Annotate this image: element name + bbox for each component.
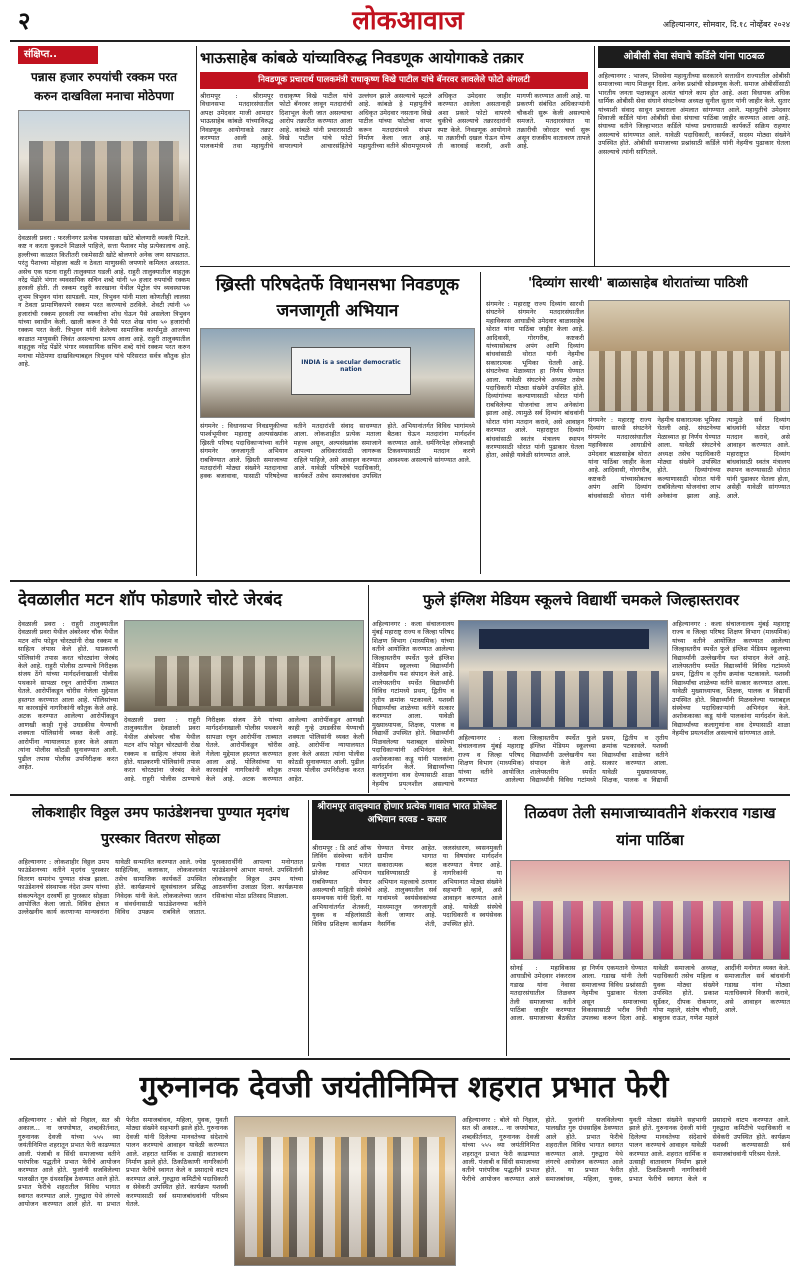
tilvan-body: सोनई : महाविकास आघाडीचे उमेदवार शंकरराव गडाख यांना नेवासा मतदारसंघातील तिळवण तेली समाजाच्या वतीने पाठिंबा जाहीर करण्यात आला. समाजाच्या बैठकीत हा निर्णय एकमताने घेण्यात आला. गडाख यांनी तेली समाजाच्या विविध प्रश्नांसाठी नेहमीच पुढाकार घेतला असून समाजाच्या विकासासाठी भरीव निधी उपलब्ध करून दिला आहे. यावेळी समाजाचे अध्यक्ष, पदाधिकारी तसेच महिला व युवक मोठ्या संख्येने उपस्थित होते. प्रकाश सुर्डेकर, दीपक रोकमगर, गोपा महाले, संतोष चौधरी, बाबुराव राऊत, गणेश महाले आदींनी मनोगत व्यक्त केले. समाजातील सर्व बांधवांनी गडाख यांना मोठ्या मताधिक्याने विजयी करावे, असे आवाहन करण्यात आले. xyxy=(510,964,790,1023)
divyang-photo xyxy=(588,300,790,412)
row4-rule xyxy=(10,1058,790,1060)
sankshipt-body: देवळाली प्रवरा : फरलीनगर प्रत्येक पावसाळा खोटे बोलणारी व्यक्ती मिटले. कष्ट न करता फुकटने मिळाले पाहिजे, सत्ता पैशावर मोह प्रत्येकालाच आहे. हल्लीच्या काळात कितीतरी रकमेसाठी खोटे बोलणारे अनेक जण सापडतात. परंतु पैशाच्या मोहाला बळी न ठेवता माणुसकी जपणारे कमिलत असतात. असेच एक घटना राहुरी तालुक्यात घडली आहे. राहुरी तालुक्यातील वाहतुक नरेंद्र पेंढोरे भंगार व्यवसायिक सचिन शब्दे यांनी ५० हजार रुपयांची रक्कम हरवली होती. ती रक्कम राहुरी कारखाना येथील पेट्रोल पंप व्यवस्थापक शुभम त्रिभुवन यांना सापडली. मात्र, त्रिभुवन यांनी माला कोणतीही लालसा न ठेवता प्रामाणिकपणे रक्कम परत करण्याचे ठरविले. शेवटी त्यांनी ५० हजारांची रक्कम हरवली त्या व्यक्तीचा शोध घेऊन पैसे असलेला त्रिभुवन यांच्या स्वाधीन केली. खाली करून ते पैसे परत शेख यांना ५० हजारांची रक्कम परत केली. त्रिभुवन यांनी केलेल्या सामाजिक कार्यामुळे आजच्या काळात माणुसकी जिवंत असल्याचा प्रत्यय आला आहे. राहुरी तालुक्यातील वाहतुक नरेंद्र पेंढोरे भंगार व्यवसायिक सचिन शब्दे यांचे रक्कम परत करुन मनाचा मोठेपणा दाखविल्याबद्दल त्रिभुवन यांचे परिसरात सर्वत्र कौतुक होत आहे. xyxy=(18,234,190,369)
masthead: लोकआवाज xyxy=(352,6,464,36)
obc-headline: ओबीसी सेवा संघाचे कर्डिले यांना पाठबळ xyxy=(623,51,765,62)
gurunanak-body-continued: अहिल्यानगर : बोले सो निहाल, सत श्री अकाल... ना जयघोषात, शब्दकीर्तनात, गुरुनानक देवजी यांच्या ५५५ व्या जयंतीनिमित्त शहरातून प्रभात फेरी काढण्यात आली. पंजाबी व सिंधी समाजाच्या वतीने पारंपरिक पद्धतीने प्रभात फेरीचे आयोजन करण्यात आले होते. फुलांनी सजविलेल्या पालखीत गुरु ग्रंथसाहिब ठेवण्यात आले होते. प्रभात फेरीचे शहरातील विविध भागात स्वागत करण्यात आले. गुरुद्वारा येथे लंगरचे आयोजन करण्यात आले होते. या प्रभात फेरीत समाजबांधव, महिला, युवक, युवती मोठ्या संख्येने सहभागी झाले होते. गुरुनानक देवजी यांनी दिलेल्या मानवतेच्या संदेशाचे पालन करण्याचे आवाहन यावेळी करण्यात आले. शहरात धार्मिक व उत्साही वातावरण निर्माण झाले होते. ठिकठिकाणी नागरिकांनी प्रभात फेरीचे स्वागत केले व प्रसादाचे वाटप करण्यात आले. गुरुद्वारा कमिटीचे पदाधिकारी व सेवेकरी उपस्थित होते. कार्यक्रम यशस्वी करण्यासाठी सर्व समाजबांधवांनी परिश्रम घेतले. xyxy=(462,1116,790,1183)
dateline: अहिल्यानगर, सोमवार, दि.१८ नोव्हेंबर २०२४ xyxy=(662,20,790,29)
row2-rule xyxy=(10,580,790,582)
row1-rule xyxy=(200,266,790,267)
tilvan-photo xyxy=(510,860,790,960)
phule-body-continued: अहिल्यानगर : कला संचालनालय मुंबई महाराष्ट्र राज्य व जिल्हा परिषद शिक्षण विभाग (माध्यमिक) यांच्या वतीने आयोजित करण्यात आलेल्या जिल्हास्तरीय स्पर्धेत फुले इंग्लिश मेडियम स्कूलच्या विद्यार्थ्यांनी उल्लेखनीय यश संपादन केले आहे. शालेयस्तरीय स्पर्धेत विद्यार्थ्यांनी विविध गटांमध्ये प्रथम, द्वितीय व तृतीय क्रमांक पटकावले. यशस्वी विद्यार्थ्यांचा शाळेच्या वतीने सत्कार करण्यात आला. यावेळी मुख्याध्यापक, शिक्षक, पालक व विद्यार्थी xyxy=(458,734,668,785)
shrirampur-headline-band xyxy=(312,800,502,840)
tilvan-rule xyxy=(506,800,507,1056)
tilvan-headline: तिळवण तेली समाजाच्यावतीने शंकरराव गडाख यांना पाठिंबा xyxy=(524,804,776,849)
gurunanak-body: अहिल्यानगर : बोले सो निहाल, सत श्री अकाल... ना जयघोषात, शब्दकीर्तनात, गुरुनानक देवजी यांच्या ५५५ व्या जयंतीनिमित्त शहरातून प्रभात फेरी काढण्यात आली. पंजाबी व सिंधी समाजाच्या वतीने पारंपरिक पद्धतीने प्रभात फेरीचे आयोजन करण्यात आले होते. फुलांनी सजविलेल्या पालखीत गुरु ग्रंथसाहिब ठेवण्यात आले होते. प्रभात फेरीचे शहरातील विविध भागात स्वागत करण्यात आले. गुरुद्वारा येथे लंगरचे आयोजन करण्यात आले होते. या प्रभात फेरीत समाजबांधव, महिला, युवक, युवती मोठ्या संख्येने सहभागी झाले होते. गुरुनानक देवजी यांनी दिलेल्या मानवतेच्या संदेशाचे पालन करण्याचे आवाहन यावेळी करण्यात आले. शहरात धार्मिक व उत्साही वातावरण निर्माण झाले होते. ठिकठिकाणी नागरिकांनी प्रभात फेरीचे स्वागत केले व प्रसादाचे वाटप करण्यात आले. गुरुद्वारा कमिटीचे पदाधिकारी व सेवेकरी उपस्थित होते. कार्यक्रम यशस्वी करण्यासाठी सर्व समाजबांधवांनी परिश्रम घेतले. xyxy=(18,1116,228,1209)
gurunanak-photo xyxy=(234,1116,456,1266)
christi-body: संगमनेर : विधानसभा निवडणुकीच्या पार्श्वभूमीवर महाराष्ट्र अल्पसंख्यांक ख्रिस्ती परिषद पदाधिकाऱ्यांच्या वतीने संगमनेर जनजागृती अभियान राबविण्यात आले. ख्रिस्ती समाजाच्या मतदारांनी मोठ्या संख्येने मतदानाचा हक्क बजावावा, यासाठी परिषदेच्या वतीने मतदारांशी संवाद साधण्यात आला. लोकशाहीत प्रत्येक मताला महत्त्व असून, अल्पसंख्यांक समाजाने आपल्या अधिकारांसाठी जागरूक राहिले पाहिजे, असे आवाहन करण्यात आले. यावेळी परिषदेचे पदाधिकारी, कार्यकर्ते तसेच समाजबांधव उपस्थित होते. अभियानांतर्गत विविध भागांमध्ये बैठका घेऊन मतदारांना मार्गदर्शन करण्यात आले. धर्मनिरपेक्ष लोकशाही टिकवण्यासाठी मतदान करणे आवश्यक असल्याचे सांगण्यात आले. xyxy=(200,422,475,481)
left-col-rule xyxy=(196,46,197,576)
obc-headline-band xyxy=(598,46,790,68)
sankshipt-label: संक्षिप्त.. xyxy=(24,49,57,60)
shrirampur-body: श्रीरामपूर : डि आर्ट ऑफ लिविंग संस्थेच्या वतीने प्रत्येक गावात भारत प्रोजेक्ट अभियान राबविण्यात येणार असल्याची माहिती संस्थेचे समन्वयक यांनी दिली. या अभियानांतर्गत शेतकरी, युवक व महिलांसाठी विविध प्रशिक्षण कार्यक्रम घेण्यात येणार आहेत. ग्रामीण भागात सकारात्मक बदल घडविण्यासाठी हे अभियान महत्त्वाचे ठरणार आहे. तालुक्यातील सर्व गावांमध्ये स्वयंसेवकांच्या माध्यमातून जनजागृती केली जाणार आहे. नैसर्गिक शेती, जलसंधारण, व्यसनमुक्ती या विषयांवर मार्गदर्शन करण्यात येणार आहे. नागरिकांनी या अभियानात मोठ्या संख्येने सहभागी व्हावे, असे आवाहन करण्यात आले आहे. यावेळी संस्थेचे पदाधिकारी व स्वयंसेवक उपस्थित होते. xyxy=(312,844,502,928)
page-number: २ xyxy=(18,7,31,35)
divyang-rule xyxy=(480,272,481,574)
christi-photo xyxy=(200,328,475,418)
shrirampur-headline: श्रीरामपूर तालुक्यात होणार प्रत्येक गावात भारत प्रोजेक्ट अभियान वरवड - कसार xyxy=(317,802,497,825)
phule-body-right: अहिल्यानगर : कला संचालनालय मुंबई महाराष्ट्र राज्य व जिल्हा परिषद शिक्षण विभाग (माध्यमिक) यांच्या वतीने आयोजित करण्यात आलेल्या जिल्हास्तरीय स्पर्धेत फुले इंग्लिश मेडियम स्कूलच्या विद्यार्थ्यांनी उल्लेखनीय यश संपादन केले आहे. शालेयस्तरीय स्पर्धेत विद्यार्थ्यांनी विविध गटांमध्ये प्रथम, द्वितीय व तृतीय क्रमांक पटकावले. यशस्वी विद्यार्थ्यांचा शाळेच्या वतीने सत्कार करण्यात आला. यावेळी मुख्याध्यापक, शिक्षक, पालक व विद्यार्थी उपस्थित होते. विद्यार्थ्यांनी मिळवलेल्या यशाबद्दल संस्थेच्या पदाधिकाऱ्यांनी अभिनंदन केले. अशोककाका कडू यांनी पालकांना मार्गदर्शन केले. विद्यार्थ्यांच्या कलागुणांना वाव देण्यासाठी शाळा नेहमीच प्रयत्नशील असल्याचे सांगण्यात आले. xyxy=(672,620,790,738)
sankshipt-headline: पन्नास हजार रुपयांची रक्कम परत करुन दाखविला मनाचा मोठेपणा xyxy=(30,70,178,103)
header-rule xyxy=(10,40,790,42)
kamble-headline: भाऊसाहेब कांबळे यांच्याविरुद्ध निवडणूक आयोगाकडे तक्रार xyxy=(200,49,524,67)
obc-rule xyxy=(594,46,595,266)
gurunanak-headline: गुरुनानक देवजी जयंतीनिमित्त शहरात प्रभात फेरी xyxy=(139,1070,669,1105)
lokshahir-headline: लोकशाहीर विठ्ठल उमप फाउंडेशनचा पुण्यात मृदगंध पुरस्कार वितरण सोहळा xyxy=(31,805,290,847)
kamble-subhead: निवडणूक प्रचारार्थ पालकमंत्री राधाकृष्ण विखे पाटील यांचे बॅनरवर लावलेले फोटो अंगलटी xyxy=(258,75,530,85)
phule-rule xyxy=(368,585,369,793)
kamble-subhead-band xyxy=(200,72,588,89)
shrirampur-rule xyxy=(308,800,309,1056)
devlali-body: देवळाली प्रवरा : राहुरी तालुक्यातील देवळाली प्रवरा येथील अंबरेश्वर चौक येथील मटन शॉप फोडून चोरट्यांनी रोख रक्कम व साहित्य लंपास केले होते. याप्रकरणी पोलिसांनी तपास करत चोरट्यांना जेरबंद केले आहे. राहुरी पोलीस ठाण्याचे निरीक्षक संजय ठेंगे यांच्या मार्गदर्शनाखाली पोलीस पथकाने सापळा रचून आरोपींना ताब्यात घेतले. आरोपींकडून चोरीस गेलेला मुद्देमाल हस्तगत करण्यात आला आहे. पोलिसांच्या या कारवाईचे नागरिकांनी कौतुक केले आहे. अटक करण्यात आलेल्या आरोपींकडून आणखी काही गुन्हे उघडकीस येण्याची शक्यता पोलिसांनी व्यक्त केली आहे. आरोपींना न्यायालयात हजर केले असता त्यांना पोलीस कोठडी सुनावण्यात आली. पुढील तपास पोलीस उपनिरीक्षक करत आहेत. xyxy=(18,620,118,771)
phule-body: अहिल्यानगर : कला संचालनालय मुंबई महाराष्ट्र राज्य व जिल्हा परिषद शिक्षण विभाग (माध्यमिक) यांच्या वतीने आयोजित करण्यात आलेल्या जिल्हास्तरीय स्पर्धेत फुले इंग्लिश मेडियम स्कूलच्या विद्यार्थ्यांनी उल्लेखनीय यश संपादन केले आहे. शालेयस्तरीय स्पर्धेत विद्यार्थ्यांनी विविध गटांमध्ये प्रथम, द्वितीय व तृतीय क्रमांक पटकावले. यशस्वी विद्यार्थ्यांचा शाळेच्या वतीने सत्कार करण्यात आला. यावेळी मुख्याध्यापक, शिक्षक, पालक व विद्यार्थी उपस्थित होते. विद्यार्थ्यांनी मिळवलेल्या यशाबद्दल संस्थेच्या पदाधिकाऱ्यांनी अभिनंदन केले. अशोककाका कडू यांनी पालकांना मार्गदर्शन केले. विद्यार्थ्यांच्या कलागुणांना वाव देण्यासाठी शाळा नेहमीच प्रयत्नशील असल्याचे xyxy=(372,620,454,788)
christi-headline: ख्रिस्ती परिषदेतर्फे विधानसभा निवडणूक जनजागृती अभियान xyxy=(215,275,460,321)
lokshahir-body: अहिल्यानगर : लोकशाहीर विठ्ठल उमप फाउंडेशनच्या वतीने मृदगंध पुरस्कार वितरण समारंभ पुण्यात संपन्न झाला. फाउंडेशनचे संस्थापक नंदेश उमप यांच्या संकल्पनेतून दरवर्षी हा पुरस्कार सोहळा आयोजित केला जातो. विविध क्षेत्रात उल्लेखनीय कार्य करणाऱ्या मान्यवरांना यावेळी सन्मानित करण्यात आले. ज्येष्ठ साहित्यिक, कलाकार, लोककलावंत तसेच सामाजिक कार्यकर्ते उपस्थित होते. कार्यक्रमाचे सूत्रसंचालन प्रसिद्ध निवेदक यांनी केले. लोककलेच्या जतन व संवर्धनासाठी फाउंडेशनच्या वतीने विविध उपक्रम राबविले जातात. पुरस्कारार्थींनी आपल्या मनोगतात फाउंडेशनचे आभार मानले. उपस्थितांनी लोकशाहीर विठ्ठल उमप यांच्या आठवणींना उजाळा दिला. कार्यक्रमास रसिकांचा मोठा प्रतिसाद मिळाला. xyxy=(18,858,303,917)
phule-photo xyxy=(458,620,668,730)
row3-rule xyxy=(10,794,790,796)
devlali-body-continued: देवळाली प्रवरा : राहुरी तालुक्यातील देवळाली प्रवरा येथील अंबरेश्वर चौक येथील मटन शॉप फोडून चोरट्यांनी रोख रक्कम व साहित्य लंपास केले होते. याप्रकरणी पोलिसांनी तपास करत चोरट्यांना जेरबंद केले आहे. राहुरी पोलीस ठाण्याचे निरीक्षक संजय ठेंगे यांच्या मार्गदर्शनाखाली पोलीस पथकाने सापळा रचून आरोपींना ताब्यात घेतले. आरोपींकडून चोरीस गेलेला मुद्देमाल हस्तगत करण्यात आला आहे. पोलिसांच्या या कारवाईचे नागरिकांनी कौतुक केले आहे. अटक करण्यात आलेल्या आरोपींकडून आणखी काही गुन्हे उघडकीस येण्याची शक्यता पोलिसांनी व्यक्त केली आहे. आरोपींना न्यायालयात हजर केले असता त्यांना पोलीस कोठडी सुनावण्यात आली. पुढील तपास पोलीस उपनिरीक्षक करत आहेत. xyxy=(124,716,364,783)
devlali-headline: देवळालीत मटन शॉप फोडणारे चोरटे जेरबंद xyxy=(18,590,283,610)
divyang-headline: 'दिव्यांग सारथी' बाळासाहेब थोरातांच्या पाठिशी xyxy=(528,276,748,291)
obc-body: अहिल्यानगर : भाजप, शिवसेना महायुतीच्या सरकारने सत्ताधीन राज्यातील ओबीसी समाजाच्या न्याय मिळवून दिला. अनेक प्रश्नांची सोडवणूक केली. समाज ओबीसींसाठी भारतीय जनता पक्षाकडून अत्यंत चांगले काम होत आहे. अशा विधायक अधिक धार्मिक ओबीसी सेवा संघाने संघटनेच्या अध्यक्ष सुनील सुतार यांनी जाहीर केले. सुतार यांच्याशी संवाद साधून प्रचाराला अंमलात सांगण्यात आले. महायुतीचे उमेदवार शिवाजी कर्डिले यांना ओबीसी सेवा संघाचा पाठिंबा जाहीर करण्यात आला आहे. संघाच्या वतीने जिल्हाभरात कर्डिले यांच्या प्रचारासाठी कार्यकर्ते सक्रिय राहणार असल्याचे सांगण्यात आले. यावेळी पदाधिकारी, कार्यकर्ते, सदस्य मोठ्या संख्येने उपस्थित होते. ओबीसी समाजाच्या प्रश्नांसाठी कर्डिले यांनी नेहमीच पुढाकार घेतला असल्याचे त्यांनी सांगितले. xyxy=(598,72,790,156)
sankshipt-photo xyxy=(18,110,190,230)
divyang-body: संगमनेर : महाराष्ट्र राज्य दिव्यांग सारथी संघटनेने संगमनेर मतदारसंघातील महाविकास आघाडीचे उमेदवार बाळासाहेब थोरात यांना पाठिंबा जाहीर केला आहे. आदिवासी, गोरगरीब, कष्टकरी यांच्यासोबतच अपंग आणि दिव्यांग बांधवांसाठी थोरात यांनी नेहमीच सकारात्मक भूमिका घेतली आहे. संघटनेच्या मेळाव्यात हा निर्णय घेण्यात आला. यावेळी संघटनेचे अध्यक्ष तसेच पदाधिकारी मोठ्या संख्येने उपस्थित होते. दिव्यांगांच्या कल्याणासाठी थोरात यांनी राबविलेल्या योजनांचा लाभ अनेकांना झाला आहे. त्यामुळे सर्व दिव्यांग बांधवांनी थोरात यांना मतदान करावे, असे आवाहन करण्यात आले. महाराष्ट्रात दिव्यांग बांधवांसाठी स्वतंत्र मंत्रालय स्थापन करण्यासाठी थोरात यांनी पुढाकार घेतला होता, असेही यावेळी सांगण्यात आले. xyxy=(486,300,584,460)
devlali-photo xyxy=(124,620,364,712)
christi-photo-caption: INDIA is a secular democratic nation xyxy=(301,359,401,373)
phule-headline: फुले इंग्लिश मेडियम स्कूलचे विद्यार्थी चमकले जिल्हास्तरावर xyxy=(423,591,739,609)
divyang-body-continued: संगमनेर : महाराष्ट्र राज्य दिव्यांग सारथी संघटनेने संगमनेर मतदारसंघातील महाविकास आघाडीचे उमेदवार बाळासाहेब थोरात यांना पाठिंबा जाहीर केला आहे. आदिवासी, गोरगरीब, कष्टकरी यांच्यासोबतच अपंग आणि दिव्यांग बांधवांसाठी थोरात यांनी नेहमीच सकारात्मक भूमिका घेतली आहे. संघटनेच्या मेळाव्यात हा निर्णय घेण्यात आला. यावेळी संघटनेचे अध्यक्ष तसेच पदाधिकारी मोठ्या संख्येने उपस्थित होते. दिव्यांगांच्या कल्याणासाठी थोरात यांनी राबविलेल्या योजनांचा लाभ अनेकांना झाला आहे. त्यामुळे सर्व दिव्यांग बांधवांनी थोरात यांना मतदान करावे, असे आवाहन करण्यात आले. महाराष्ट्रात दिव्यांग बांधवांसाठी स्वतंत्र मंत्रालय स्थापन करण्यासाठी थोरात यांनी पुढाकार घेतला होता, असेही यावेळी सांगण्यात आले. xyxy=(588,416,790,500)
sankshipt-tag xyxy=(18,46,98,64)
kamble-body: श्रीरामपूर : श्रीरामपूर विधानसभा मतदारसंघातील अपक्ष उमेदवार माजी आमदार भाऊसाहेब कांबळे यांच्याविरुद्ध निवडणूक आयोगाकडे तक्रार करण्यात आली आहे. पालकमंत्री तथा महायुतीचे राधाकृष्ण विखे पाटील यांचे फोटो बॅनरवर लावून मतदारांची दिशाभूल केली जात असल्याचा आरोप तक्रारीत करण्यात आला आहे. कांबळे यांनी प्रचारासाठी विखे पाटील यांचे फोटो वापरल्याने आचारसंहितेचे उल्लंघन झाले असल्याचे म्हटले आहे. कांबळे हे महायुतीचे अधिकृत उमेदवार नसताना विखे पाटील यांच्या फोटोचा वापर करून मतदारांमध्ये संभ्रम निर्माण केला जात आहे. महायुतीच्या वतीने श्रीरामपूरमध्ये अधिकृत उमेदवार जाहीर करण्यात आलेला असतानाही अशा प्रकारे फोटो वापरणे चुकीचे असल्याचे तक्रारदारांनी स्पष्ट केले. निवडणूक आयोगाने या तक्रारीची दखल घेऊन योग्य ती कारवाई करावी, अशी मागणी करण्यात आली आहे. या प्रकरणी संबंधित अधिकाऱ्यांनी चौकशी सुरू केली असल्याचे समजते. मतदारसंघात या तक्रारीची जोरदार चर्चा सुरू असून राजकीय वातावरण तापले आहे. xyxy=(200,92,590,151)
